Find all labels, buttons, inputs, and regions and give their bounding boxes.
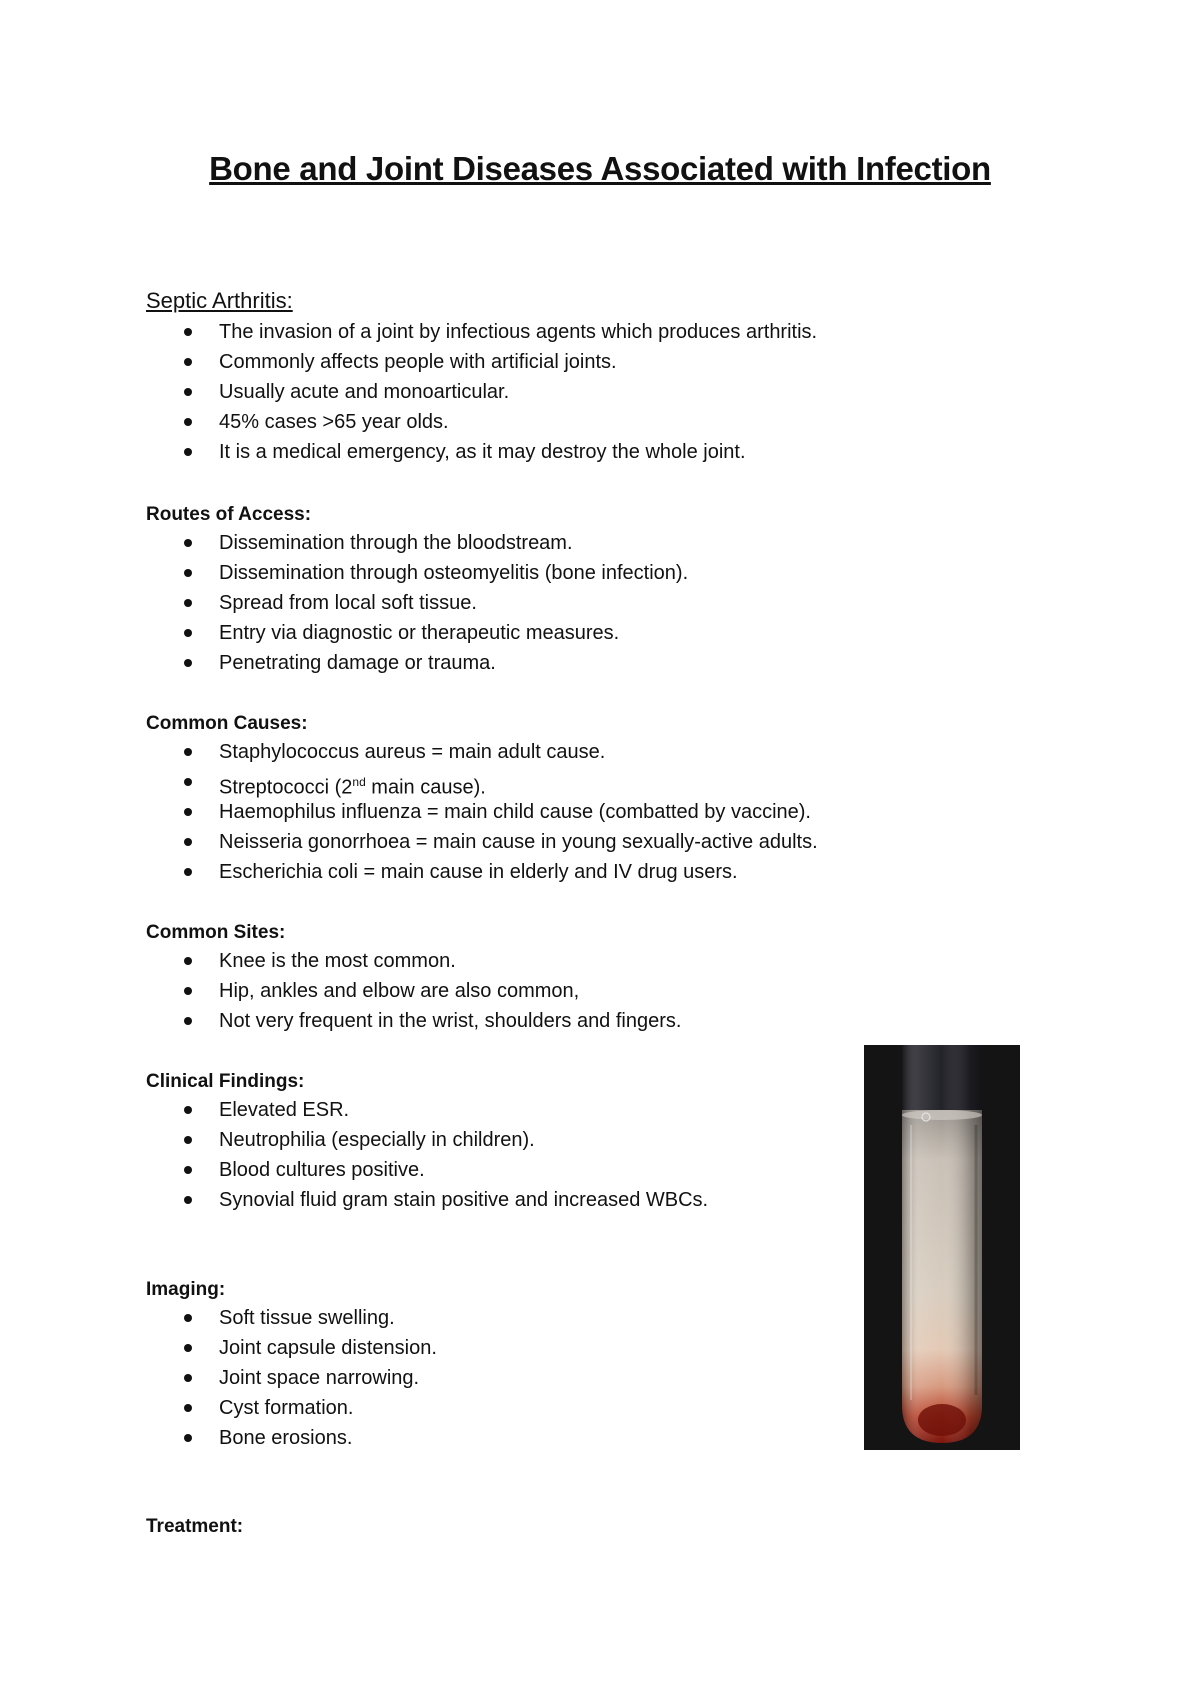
clinical-findings-section [146,1069,866,1215]
list-item: It is a medical emergency, as it may destroy the whole joint. [146,437,866,467]
bullet-icon [184,388,192,396]
list-item: Haemophilus influenza = main child cause (combatted by vaccine). [146,797,866,827]
bullet-icon [184,748,192,756]
list-item: Dissemination through osteomyelitis (bone infection). [146,558,866,588]
bullet-icon [184,778,192,786]
bullet-icon [184,1136,192,1144]
page-title: Bone and Joint Diseases Associated with Infection [209,150,991,187]
bullet-icon [184,659,192,667]
bullet-icon [184,569,192,577]
list-item: Dissemination through the bloodstream. [146,528,866,558]
bullet-icon [184,1374,192,1382]
list-item: Neutrophilia (especially in children). [146,1125,866,1155]
list-item: Escherichia coli = main cause in elderly and IV drug users. [146,857,866,887]
list-item: Elevated ESR. [146,1095,866,1125]
bullet-icon [184,1404,192,1412]
list-item: Hip, ankles and elbow are also common, [146,976,866,1006]
septic-arthritis-heading: Septic Arthritis: [146,288,293,313]
bullet-icon [184,1434,192,1442]
list-item: Spread from local soft tissue. [146,588,866,618]
list-item: Joint space narrowing. [146,1363,866,1393]
list-item: Joint capsule distension. [146,1333,866,1363]
bullet-icon [184,1314,192,1322]
common-causes-list [146,737,866,887]
treatment-heading: Treatment: [146,1516,244,1537]
imaging-heading: Imaging: [146,1279,226,1300]
test-tube-photo [864,1045,1020,1450]
list-item: Synovial fluid gram stain positive and increased WBCs. [146,1185,866,1215]
routes-of-access-heading: Routes of Access: [146,504,312,525]
bullet-icon [184,539,192,547]
bullet-icon [184,1017,192,1025]
list-item: Cyst formation. [146,1393,866,1423]
list-item: Blood cultures positive. [146,1155,866,1185]
common-sites-section [146,920,866,1036]
common-sites-list [146,946,866,1036]
bullet-icon [184,808,192,816]
bullet-icon [184,448,192,456]
bullet-icon [184,1166,192,1174]
bullet-icon [184,868,192,876]
test-tube-icon [864,1045,1020,1450]
bullet-icon [184,418,192,426]
list-item: Not very frequent in the wrist, shoulders and fingers. [146,1006,866,1036]
list-item: Neisseria gonorrhoea = main cause in young sexually-active adults. [146,827,866,857]
routes-of-access-section [146,502,866,678]
bullet-icon [184,328,192,336]
septic-arthritis-list [146,317,866,467]
bullet-icon [184,1196,192,1204]
list-item: Knee is the most common. [146,946,866,976]
list-item: 45% cases >65 year olds. [146,407,866,437]
list-item: Staphylococcus aureus = main adult cause. [146,737,866,767]
treatment-section [146,1514,866,1540]
bullet-icon [184,838,192,846]
list-item: Penetrating damage or trauma. [146,648,866,678]
bullet-icon [184,629,192,637]
list-item: Commonly affects people with artificial joints. [146,347,866,377]
bullet-icon [184,987,192,995]
list-item: Soft tissue swelling. [146,1303,866,1333]
clinical-findings-heading: Clinical Findings: [146,1071,305,1092]
imaging-section [146,1277,866,1453]
septic-arthritis-section [146,287,866,467]
bullet-icon [184,599,192,607]
bullet-icon [184,1344,192,1352]
list-item: Entry via diagnostic or therapeutic measures. [146,618,866,648]
bullet-icon [184,358,192,366]
list-item: The invasion of a joint by infectious agents which produces arthritis. [146,317,866,347]
clinical-findings-list [146,1095,866,1215]
list-item: Usually acute and monoarticular. [146,377,866,407]
common-causes-section [146,711,866,887]
bullet-icon [184,957,192,965]
bullet-icon [184,1106,192,1114]
common-causes-heading: Common Causes: [146,713,308,734]
common-sites-heading: Common Sites: [146,922,286,943]
imaging-list [146,1303,866,1453]
list-item: Streptococci (2nd main cause). [146,767,866,797]
routes-of-access-list [146,528,866,678]
list-item: Bone erosions. [146,1423,866,1453]
